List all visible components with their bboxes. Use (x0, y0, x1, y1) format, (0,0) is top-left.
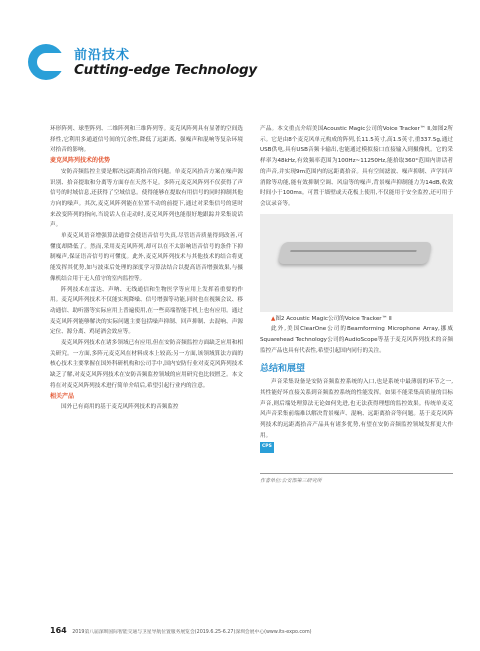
c-logo-icon (28, 44, 64, 80)
figure-caption-text: 图2 Acoustic Magic公司的Voice Tracker™ Ⅱ (275, 315, 392, 322)
right-column-lower-text (260, 324, 453, 441)
paragraph: 安防音频监控主要是解决远距离拾音的问题。单麦克风拾音方案在噪声源识别、拾音提取和分离等方面存在天然不足。多阵元麦克风阵列不仅获得了声信号的时域信息,还获得了空域信息。使得能够在提取有用信号的同时抑制其他方向的噪声。其次,麦克风阵列能在位置不动的前提下,通过对采集信号的延时来改变阵列的指向,当说话人在走动时,麦克风阵列也能很好地跟踪并采集说话声。 (50, 168, 243, 229)
figure-caption (260, 314, 453, 325)
paragraph: 此外,美国ClearOne公司的Beamforming Microphone Array,挪威Squarehead Technology公司的AudioScope等基于麦克风阵列技术的音频监控产品也具有代表性,希望引起国内同行的关注。 (260, 326, 453, 354)
page-number: 164 (50, 626, 67, 635)
microphone-array-device-image (278, 242, 433, 264)
section-title-cn: 前沿技术 (74, 48, 131, 63)
left-column (50, 124, 243, 413)
right-column (260, 124, 453, 487)
triangle-marker-icon: ▲ (271, 315, 276, 322)
page-footer (50, 626, 450, 635)
paragraph: 阵列技术在雷达、声呐、无线通信和生物医学等应用上发挥着重要的作用。麦克风阵列技术不仅能实现降噪、信号增强等功能,同时也在视频会议、移动通信、助听器等实际应用上普遍使用,在一些高端智能手机上也有应用。通过麦克风阵列能够解决的实际问题主要包括噪声抑制、回声抑制、去混响、声源定位、源分离、鸡尾酒会效应等。 (50, 286, 243, 336)
section-title-en: Cutting-edge Technology (74, 62, 257, 78)
section-heading: 麦克风阵列技术的优势 (50, 157, 111, 165)
right-column-upper-text (260, 124, 453, 210)
paragraph: 声音采集设备是安防音频监控系统的入口,也是系统中最薄弱的环节之一,其性能好坏直接关系到音频监控系统的性能发挥。如果不能采集高质量的目标声音,则后端处理算法无论如何先进,也无法获得理想的监控效果。传统单麦克风声音采集前端难以解决背景噪声、混响、远距离拾音等问题。基于麦克风阵列技术的远距离拾音产品具有诸多优势,有望在安防音频监控领域发挥更大作用。 (260, 379, 453, 439)
footer-text: 2019第八届深圳国际智能交通与卫星导航位置服务展览会(2019.6.25-6.27)深圳会展中心(www.its-expo.com) (72, 630, 312, 635)
end-mark-badge: CPS (260, 442, 274, 453)
author-affiliation: 作者单位:公安部第三研究所 (260, 473, 453, 487)
paragraph: 产品。本文重点介绍美国Acoustic Magic公司的Voice Tracker™ Ⅱ,如图2所示。它是由8个麦克风单元构成的阵列,长11.5英寸,高1.5英寸,重337.5g,通过USB供电,具有USB音频卡输出,也能通过模拟接口直接输入到摄像机。它的采样率为48kHz,有效频率范围为100Hz~11250Hz,能拾取360°范围内讲话者的声音,并实现9m范围内的远距离拾音。具有空间滤波、噪声抑制、声学回声消除等功能,能有效抑制空调、风扇等的噪声,背景噪声抑制能力为14dB,收敛时间小于100ms。可置于墙壁或天花板上使用,不仅能用于安全监控,还可用于会议录音等。 (260, 126, 453, 207)
section-heading: 相关产品 (50, 392, 75, 400)
paragraph: 单麦克风语音增强算法通常会使语音信号失真,尽管语音质量得到改善,可懂度却降低了。然而,采用麦克风阵列,却可以在不太影响语音信号的条件下抑制噪声,保证语音信号的可懂度。此外,麦克风阵列技术与其他技术的结合将更能发挥其优势,如与波束后处理的深度学习算法结合以提高语音增强效果,与摄像机结合用于无人值守的室内监控等。 (50, 233, 243, 282)
figure-voice-tracker (260, 214, 453, 312)
section-heading: 总结和展望 (260, 364, 306, 375)
paragraph: 麦克风阵列技术在诸多领域已有应用,但在安防音频监控方面缺乏应用和相关研究。一方面,多阵元麦克风在材料成本上较高;另一方面,该领域算法方面的核心技术主要掌握在国外科研机构和公司手中,国内安防行业对麦克风阵列技术缺乏了解,对麦克风阵列技术在安防音频监控领域的应用研究也比较匮乏。本文将在对麦克风阵列技术进行简单介绍后,希望引起行业内的注意。 (50, 340, 243, 389)
paragraph: 环形阵列、球型阵列、二维阵列和三维阵列等。麦克风阵列具有显著的空间选择性,它利用多通道信号间的冗余性,降低了远距离、强噪声和混响等复杂环境对拾音的影响。 (50, 126, 243, 154)
header (28, 42, 288, 88)
paragraph: 国外已有商用的基于麦克风阵列技术的音频监控 (61, 404, 179, 411)
